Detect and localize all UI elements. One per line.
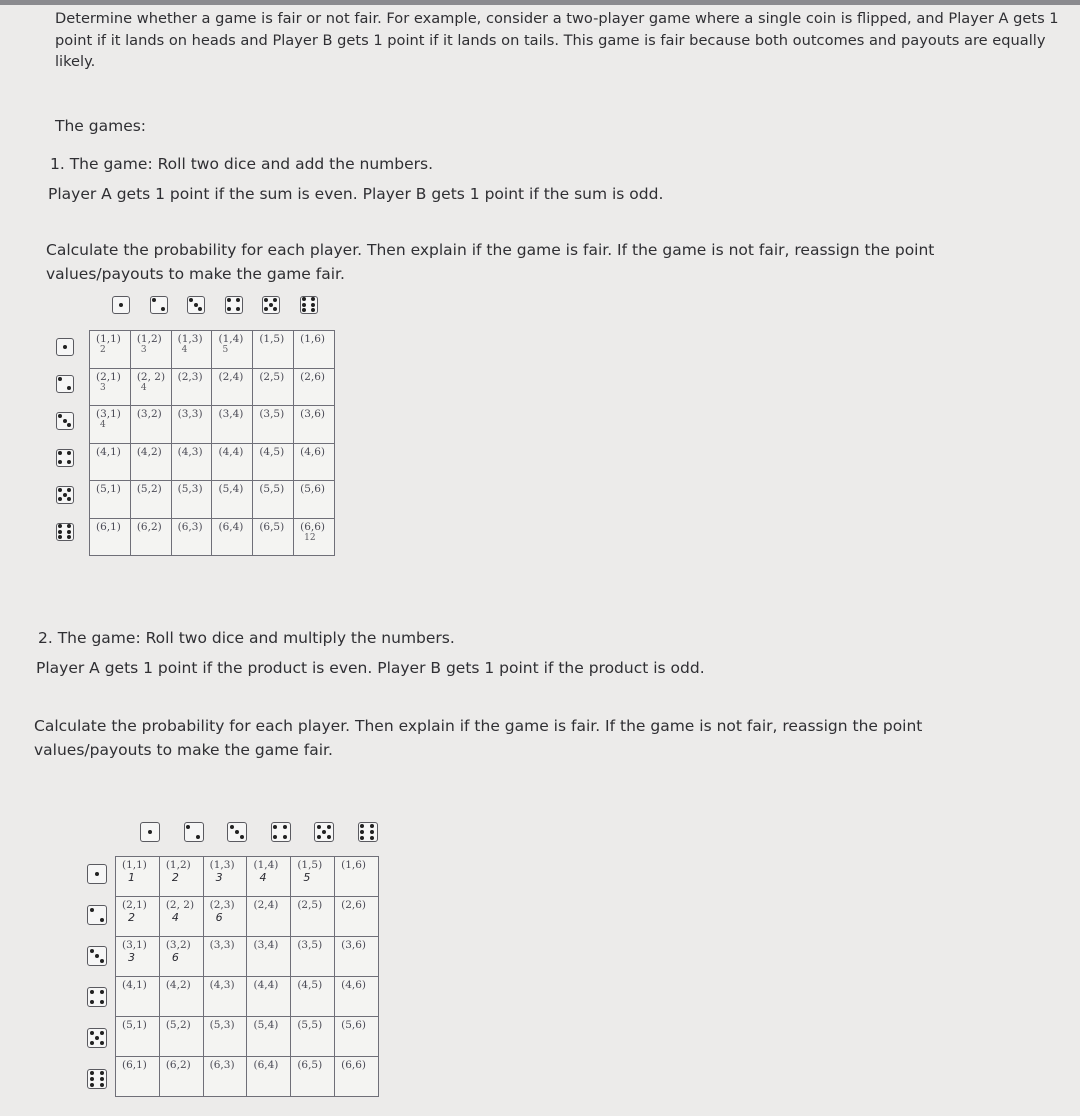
outcome-cell [294, 481, 335, 519]
outcome-sum: 3 [140, 345, 147, 355]
die-pip [189, 298, 193, 302]
die-pip [100, 1000, 104, 1004]
table-row [116, 1057, 379, 1097]
die-face-six-icon [300, 296, 318, 314]
die-pip [317, 835, 321, 839]
outcome-pair: (6,6) [341, 1059, 367, 1071]
die-pip [264, 298, 268, 302]
die-face-four-icon [56, 449, 74, 467]
die-pip [360, 836, 364, 840]
die-pip [67, 460, 71, 464]
die-pip [230, 825, 234, 829]
die-face-one-icon [87, 864, 107, 884]
outcome-cell [291, 1017, 335, 1057]
die-pip [186, 825, 190, 829]
outcome-cell [90, 481, 131, 519]
die-pip [100, 990, 104, 994]
die-pip [100, 1077, 104, 1081]
outcome-pair: (5,4) [253, 1019, 279, 1031]
outcome-pair: (1,2) [165, 859, 191, 871]
outcome-cell [291, 857, 335, 897]
outcome-cell [247, 977, 291, 1017]
outcome-sum: 5 [222, 345, 229, 355]
die-pip [95, 954, 99, 958]
outcome-pair: (4,2) [136, 445, 162, 458]
outcome-cell [90, 331, 131, 369]
outcome-pair: (5,1) [122, 1019, 147, 1031]
outcome-cell [253, 518, 294, 556]
outcome-product: 3 [215, 871, 223, 884]
outcome-pair: (5,1) [96, 483, 121, 495]
outcome-cell [116, 937, 160, 977]
game2-title: 2. The game: Roll two dice and multiply the numbers. [38, 629, 455, 647]
die-face-two-icon [184, 822, 204, 842]
outcome-cell [247, 1057, 291, 1097]
outcome-pair: (2,1) [122, 899, 147, 911]
outcome-pair: (4,4) [218, 445, 244, 458]
outcome-cell [335, 897, 379, 937]
outcome-cell [247, 1017, 291, 1057]
die-pip [63, 419, 67, 423]
outcome-cell [90, 368, 131, 406]
die-pip [58, 460, 62, 464]
die-pip [90, 1031, 94, 1035]
outcome-pair: (2,3) [177, 370, 203, 383]
outcome-cell [291, 897, 335, 937]
outcome-pair: (3,2) [136, 408, 162, 420]
outcome-cell [294, 443, 335, 481]
outcome-pair: (2,3) [209, 899, 235, 911]
die-pip [67, 530, 71, 534]
die-face-four-icon [271, 822, 291, 842]
outcome-cell [203, 977, 247, 1017]
outcome-pair: (3,6) [341, 939, 367, 951]
outcome-cell [130, 481, 171, 519]
outcome-cell [171, 443, 212, 481]
outcome-cell [171, 518, 212, 556]
outcome-pair: (6,1) [122, 1059, 147, 1071]
outcome-pair: (4,1) [122, 979, 147, 991]
outcome-cell [335, 977, 379, 1017]
outcome-product: 5 [303, 871, 311, 884]
outcome-cell [203, 857, 247, 897]
die-face-two-icon [56, 375, 74, 393]
die-pip [90, 1071, 94, 1075]
table-row [116, 897, 379, 937]
outcome-pair: (6,6) [300, 520, 326, 533]
die-pip [227, 298, 231, 302]
game2-outcome-table [115, 856, 379, 1097]
die-pip [196, 835, 200, 839]
die-pip [327, 835, 331, 839]
die-pip [269, 303, 273, 307]
outcome-cell [212, 368, 253, 406]
outcome-pair: (3,3) [209, 939, 235, 951]
die-pip [152, 298, 156, 302]
outcome-cell [159, 977, 203, 1017]
die-pip [198, 307, 202, 311]
outcome-cell [253, 331, 294, 369]
die-pip [302, 308, 306, 312]
outcome-pair: (1,4) [218, 333, 244, 345]
outcome-sum: 4 [140, 382, 147, 393]
outcome-pair: (2,4) [218, 370, 244, 383]
outcome-cell [116, 1017, 160, 1057]
outcome-cell [159, 1017, 203, 1057]
die-pip [370, 824, 374, 828]
outcome-cell [90, 406, 131, 444]
outcome-cell [171, 368, 212, 406]
game1-outcome-table [89, 330, 335, 556]
table-row [90, 406, 335, 444]
outcome-cell [116, 1057, 160, 1097]
outcome-cell [203, 1017, 247, 1057]
die-face-five-icon [87, 1028, 107, 1048]
die-pip [90, 1000, 94, 1004]
outcome-cell [212, 406, 253, 444]
table-row [116, 857, 379, 897]
outcome-pair: (5,3) [177, 483, 203, 495]
outcome-pair: (1,2) [136, 333, 162, 345]
outcome-cell [335, 1017, 379, 1057]
die-pip [58, 451, 62, 455]
outcome-cell [253, 368, 294, 406]
die-face-one-icon [140, 822, 160, 842]
outcome-cell [159, 1057, 203, 1097]
table-row [90, 443, 335, 481]
outcome-product: 4 [259, 871, 267, 884]
outcome-pair: (4,5) [259, 445, 285, 458]
outcome-cell [294, 368, 335, 406]
outcome-cell [335, 937, 379, 977]
outcome-cell [294, 518, 335, 556]
intro-paragraph: Determine whether a game is fair or not fair. For example, consider a two-player game where a single coin is flipped, and Player A gets 1 point if it lands on heads and Player B gets 1 point if it lands on tails. This game is fair because both outcomes and payouts are equally likely. [55, 10, 1059, 70]
die-pip [311, 308, 315, 312]
die-pip [90, 1077, 94, 1081]
die-pip [194, 303, 198, 307]
table-row [116, 937, 379, 977]
outcome-pair: (5,2) [165, 1019, 191, 1031]
die-pip [100, 918, 104, 922]
die-pip [90, 949, 94, 953]
die-pip [370, 830, 374, 834]
games-header: The games: [55, 117, 147, 135]
die-pip [227, 307, 231, 311]
outcome-cell [130, 518, 171, 556]
outcome-pair: (1,1) [122, 859, 147, 871]
die-pip [148, 830, 152, 834]
die-pip [58, 530, 62, 534]
die-pip [67, 535, 71, 539]
die-face-two-icon [87, 905, 107, 925]
outcome-pair: (4,3) [209, 979, 235, 991]
outcome-pair: (3,5) [297, 939, 323, 951]
outcome-pair: (4,3) [177, 445, 203, 458]
outcome-sum: 3 [100, 382, 106, 393]
outcome-pair: (4,1) [96, 445, 121, 458]
outcome-cell [212, 331, 253, 369]
outcome-pair: (1,6) [300, 333, 326, 345]
game2-instruction: Calculate the probability for each player. Then explain if the game is fair. If the game is not fair, reassign the point values/payouts to make the game fair. [34, 717, 923, 759]
outcome-pair: (4,4) [253, 979, 279, 991]
outcome-product: 2 [171, 871, 179, 884]
outcome-cell [159, 897, 203, 937]
outcome-pair: (3,1) [96, 408, 121, 420]
outcome-cell [247, 897, 291, 937]
outcome-pair: (5,4) [218, 483, 244, 495]
game1-title: 1. The game: Roll two dice and add the numbers. [50, 155, 434, 173]
outcome-cell [116, 977, 160, 1017]
outcome-pair: (6,3) [209, 1059, 235, 1071]
outcome-pair: (5,6) [341, 1019, 367, 1031]
outcome-pair: (2,6) [300, 370, 326, 383]
outcome-pair: (4,6) [341, 979, 367, 991]
die-pip [58, 524, 62, 528]
outcome-product: 6 [215, 911, 223, 924]
die-face-four-icon [87, 987, 107, 1007]
outcome-pair: (3,3) [177, 408, 203, 420]
die-pip [67, 451, 71, 455]
outcome-pair: (5,2) [136, 483, 162, 495]
outcome-pair: (2,6) [341, 899, 367, 911]
outcome-pair: (3,4) [218, 408, 244, 420]
outcome-cell [203, 897, 247, 937]
table-row [116, 977, 379, 1017]
die-pip [67, 386, 71, 390]
outcome-cell [171, 481, 212, 519]
outcome-cell [294, 331, 335, 369]
die-pip [63, 493, 67, 497]
die-pip [67, 488, 71, 492]
outcome-sum: 2 [100, 345, 106, 355]
outcome-cell [90, 518, 131, 556]
outcome-pair: (4,2) [165, 979, 191, 991]
die-pip [58, 377, 62, 381]
die-face-six-icon [56, 523, 74, 541]
outcome-pair: (6,4) [253, 1059, 279, 1071]
die-face-five-icon [56, 486, 74, 504]
table-row [90, 518, 335, 556]
outcome-pair: (1,3) [177, 333, 203, 345]
die-pip [273, 298, 277, 302]
die-pip [58, 535, 62, 539]
die-pip [58, 497, 62, 501]
die-pip [100, 1041, 104, 1045]
outcome-cell [130, 443, 171, 481]
die-face-five-icon [262, 296, 280, 314]
die-face-one-icon [56, 338, 74, 356]
die-pip [67, 423, 71, 427]
outcome-product: 4 [171, 911, 179, 924]
die-pip [90, 1083, 94, 1087]
outcome-pair: (5,5) [297, 1019, 323, 1031]
die-pip [240, 835, 244, 839]
die-pip [264, 307, 268, 311]
outcome-pair: (1,6) [341, 859, 367, 871]
outcome-pair: (2,4) [253, 899, 279, 911]
outcome-cell [335, 1057, 379, 1097]
die-pip [283, 835, 287, 839]
die-pip [322, 830, 326, 834]
outcome-cell [203, 937, 247, 977]
die-pip [58, 488, 62, 492]
outcome-pair: (3,1) [122, 939, 147, 951]
top-edge-bar [0, 0, 1080, 5]
game1-rules: Player A gets 1 point if the sum is even. Player B gets 1 point if the sum is odd. [48, 185, 664, 203]
outcome-pair: (2,1) [96, 370, 121, 383]
outcome-cell [130, 331, 171, 369]
outcome-pair: (4,6) [300, 445, 326, 458]
die-pip [235, 830, 239, 834]
outcome-sum: 4 [181, 345, 188, 355]
die-pip [273, 835, 277, 839]
die-pip [100, 1071, 104, 1075]
outcome-pair: (2,5) [297, 899, 323, 911]
die-pip [119, 303, 123, 307]
die-pip [327, 825, 331, 829]
outcome-pair: (1,5) [259, 333, 285, 345]
outcome-pair: (1,5) [297, 859, 323, 871]
outcome-pair: (6,2) [165, 1059, 191, 1071]
outcome-cell [159, 937, 203, 977]
die-pip [311, 297, 315, 301]
outcome-pair: (6,4) [218, 520, 244, 533]
die-pip [360, 824, 364, 828]
die-pip [302, 297, 306, 301]
die-face-three-icon [56, 412, 74, 430]
outcome-cell [253, 406, 294, 444]
die-pip [273, 307, 277, 311]
outcome-pair: (1,3) [209, 859, 235, 871]
die-pip [283, 825, 287, 829]
outcome-cell [212, 443, 253, 481]
die-pip [236, 298, 240, 302]
die-pip [370, 836, 374, 840]
die-pip [90, 1041, 94, 1045]
outcome-pair: (6,5) [259, 520, 285, 533]
die-pip [67, 497, 71, 501]
outcome-cell [253, 481, 294, 519]
die-face-three-icon [227, 822, 247, 842]
outcome-pair: (3,2) [165, 939, 191, 951]
outcome-product: 1 [128, 871, 135, 884]
die-pip [100, 1031, 104, 1035]
die-pip [90, 908, 94, 912]
outcome-pair: (1,4) [253, 859, 279, 871]
outcome-pair: (3,5) [259, 408, 285, 420]
die-face-one-icon [112, 296, 130, 314]
outcome-pair: (5,6) [300, 483, 326, 495]
die-pip [273, 825, 277, 829]
die-pip [311, 303, 315, 307]
outcome-cell [116, 897, 160, 937]
die-pip [58, 414, 62, 418]
die-face-six-icon [358, 822, 378, 842]
die-face-three-icon [187, 296, 205, 314]
outcome-cell [253, 443, 294, 481]
outcome-cell [90, 443, 131, 481]
outcome-product: 3 [128, 951, 135, 964]
outcome-sum: 4 [100, 420, 106, 430]
die-face-four-icon [225, 296, 243, 314]
outcome-cell [291, 937, 335, 977]
outcome-cell [159, 857, 203, 897]
die-pip [100, 1083, 104, 1087]
game1-instruction: Calculate the probability for each player. Then explain if the game is fair. If the game is not fair, reassign the point values/payouts to make the game fair. [46, 241, 935, 283]
table-row [90, 331, 335, 369]
outcome-pair: (3,6) [300, 408, 326, 420]
die-face-three-icon [87, 946, 107, 966]
outcome-cell [171, 406, 212, 444]
outcome-pair: (6,1) [96, 520, 121, 533]
outcome-cell [335, 857, 379, 897]
table-row [116, 1017, 379, 1057]
outcome-cell [247, 857, 291, 897]
outcome-cell [291, 977, 335, 1017]
die-pip [95, 872, 99, 876]
outcome-pair: (4,5) [297, 979, 323, 991]
die-pip [360, 830, 364, 834]
outcome-pair: (6,5) [297, 1059, 323, 1071]
outcome-cell [171, 331, 212, 369]
outcome-cell [212, 481, 253, 519]
die-pip [95, 1036, 99, 1040]
outcome-pair: (2,5) [259, 370, 285, 383]
outcome-pair: (1,1) [96, 333, 121, 345]
outcome-pair: (6,2) [136, 520, 162, 533]
outcome-sum: 12 [304, 532, 316, 543]
outcome-cell [203, 1057, 247, 1097]
outcome-pair: (3,4) [253, 939, 279, 951]
die-pip [317, 825, 321, 829]
outcome-cell [116, 857, 160, 897]
die-pip [236, 307, 240, 311]
die-face-six-icon [87, 1069, 107, 1089]
die-pip [161, 307, 165, 311]
die-pip [302, 303, 306, 307]
outcome-pair: (5,5) [259, 483, 285, 495]
table-row [90, 481, 335, 519]
outcome-pair: (5,3) [209, 1019, 235, 1031]
die-pip [100, 959, 104, 963]
outcome-pair: (2, 2) [165, 899, 195, 911]
game2-rules: Player A gets 1 point if the product is even. Player B gets 1 point if the product is odd. [36, 659, 705, 677]
outcome-product: 2 [128, 911, 135, 924]
outcome-cell [130, 368, 171, 406]
outcome-cell [294, 406, 335, 444]
outcome-pair: (6,3) [177, 520, 203, 533]
outcome-cell [212, 518, 253, 556]
outcome-cell [130, 406, 171, 444]
die-pip [67, 524, 71, 528]
table-row [90, 368, 335, 406]
outcome-cell [291, 1057, 335, 1097]
outcome-cell [247, 937, 291, 977]
die-pip [90, 990, 94, 994]
die-pip [63, 345, 67, 349]
outcome-product: 6 [171, 951, 179, 964]
die-face-five-icon [314, 822, 334, 842]
outcome-pair: (2, 2) [136, 370, 166, 383]
die-face-two-icon [150, 296, 168, 314]
